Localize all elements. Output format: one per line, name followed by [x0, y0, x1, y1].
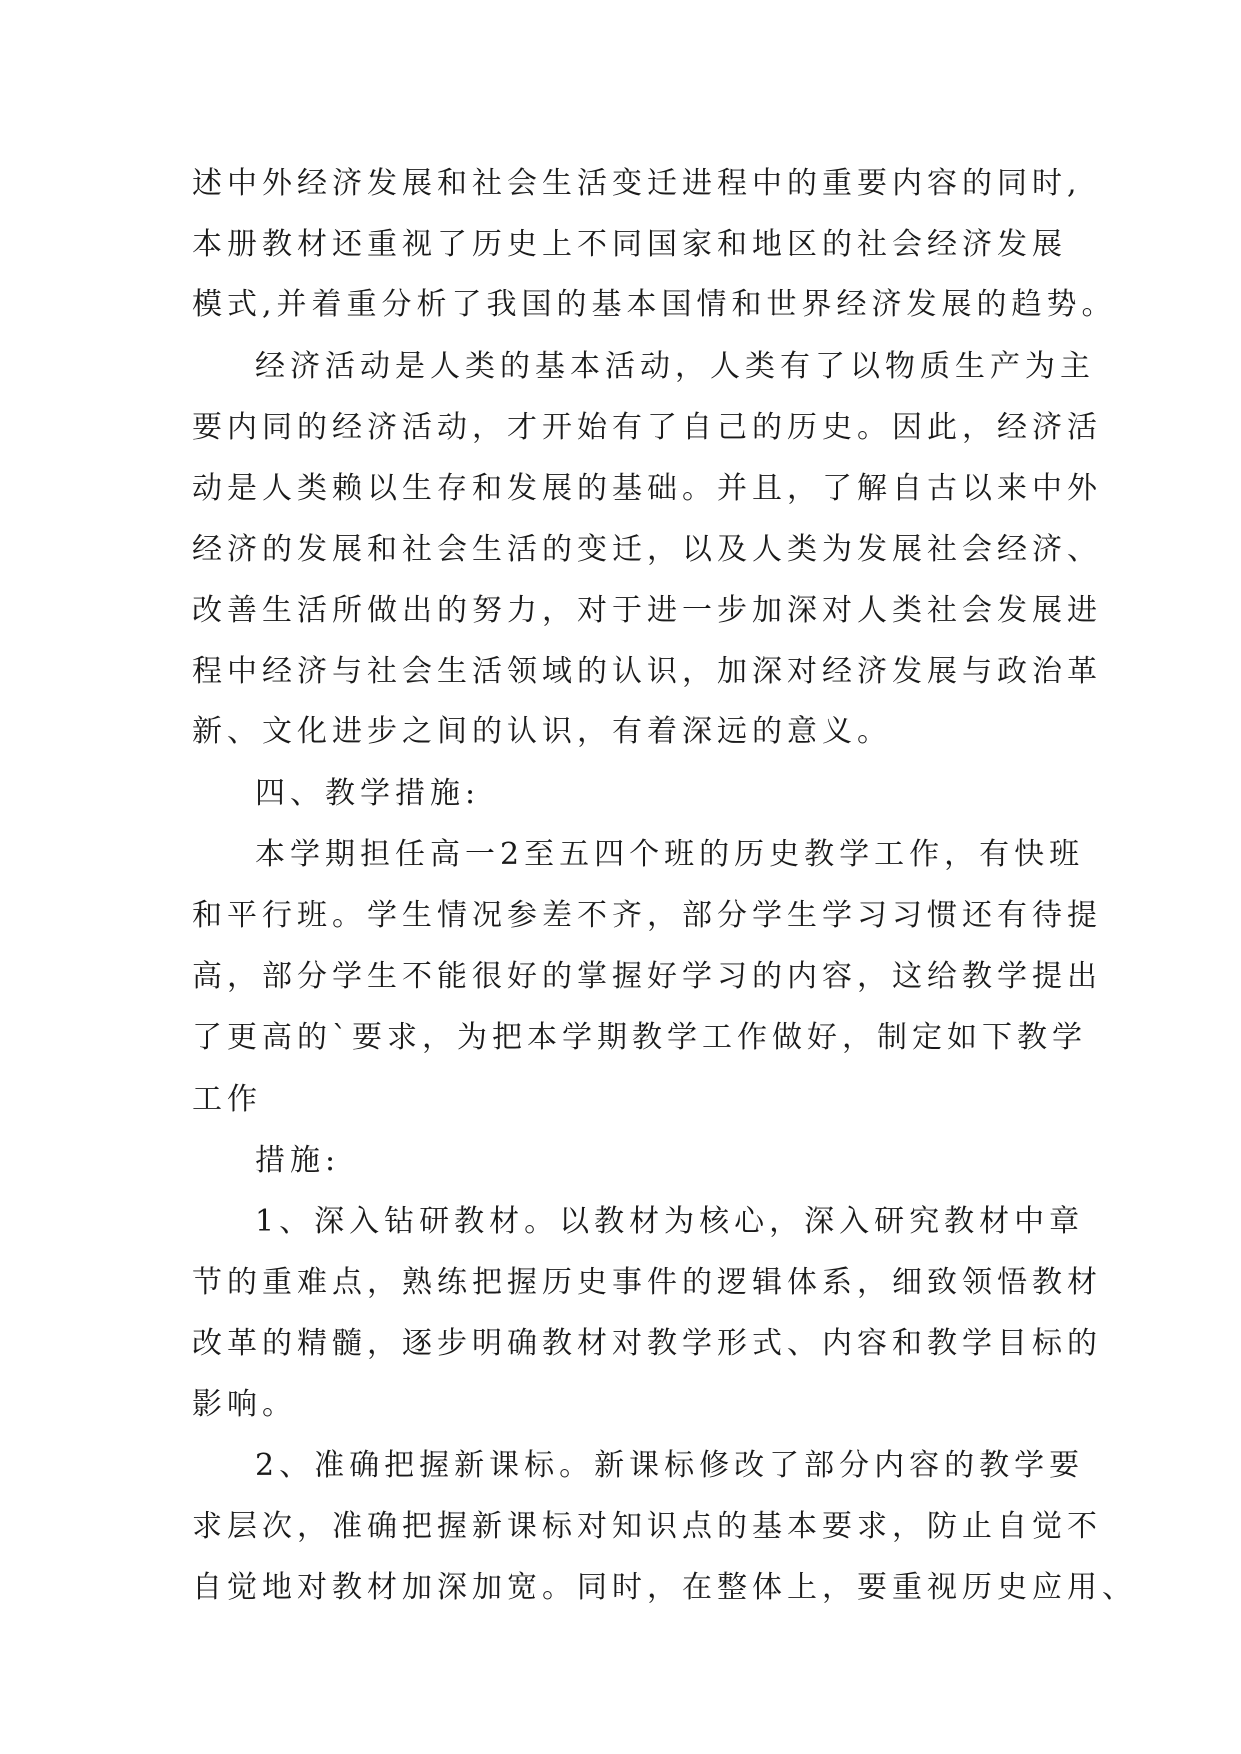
section-heading: 四、教学措施: [255, 776, 481, 811]
text-line: 本册教材还重视了历史上不同国家和地区的社会经济发展 [192, 227, 1067, 262]
text-line: 改革的精髓，逐步明确教材对教学形式、内容和教学目标的 [192, 1326, 1102, 1361]
text-line: 2、准确把握新课标。新课标修改了部分内容的教学要 [255, 1448, 1085, 1483]
text-line: 改善生活所做出的努力，对于进一步加深对人类社会发展进 [192, 593, 1102, 628]
text-line: 述中外经济发展和社会生活变迁进程中的重要内容的同时, [192, 166, 1082, 201]
text-line: 和平行班。学生情况参差不齐，部分学生学习习惯还有待提 [192, 898, 1102, 933]
text-line: 要内同的经济活动，才开始有了自己的历史。因此，经济活 [192, 410, 1102, 445]
text-line: 高，部分学生不能很好的掌握好学习的内容，这给教学提出 [192, 959, 1102, 994]
text-line: 了更高的`要求，为把本学期教学工作做好，制定如下教学 [192, 1020, 1087, 1055]
text-line: 自觉地对教材加深加宽。同时，在整体上，要重视历史应用、 [192, 1570, 1137, 1605]
text-line: 本学期担任高一2至五四个班的历史教学工作，有快班 [255, 837, 1085, 872]
text-line: 经济的发展和社会生活的变迁，以及人类为发展社会经济、 [192, 532, 1102, 567]
text-line: 模式,并着重分析了我国的基本国情和世界经济发展的趋势。 [192, 287, 1117, 322]
text-line: 1、深入钻研教材。以教材为核心，深入研究教材中章 [255, 1204, 1085, 1239]
text-line: 影响。 [192, 1387, 297, 1422]
text-line: 程中经济与社会生活领域的认识，加深对经济发展与政治革 [192, 654, 1102, 689]
text-line: 动是人类赖以生存和发展的基础。并且，了解自古以来中外 [192, 471, 1102, 506]
text-line: 工作 [192, 1082, 262, 1117]
text-line: 经济活动是人类的基本活动，人类有了以物质生产为主 [255, 349, 1095, 384]
text-line: 新、文化进步之间的认识，有着深远的意义。 [192, 714, 892, 749]
text-line: 节的重难点，熟练把握历史事件的逻辑体系，细致领悟教材 [192, 1265, 1102, 1300]
text-line: 求层次，准确把握新课标对知识点的基本要求，防止自觉不 [192, 1509, 1102, 1544]
text-line: 措施: [255, 1143, 341, 1178]
